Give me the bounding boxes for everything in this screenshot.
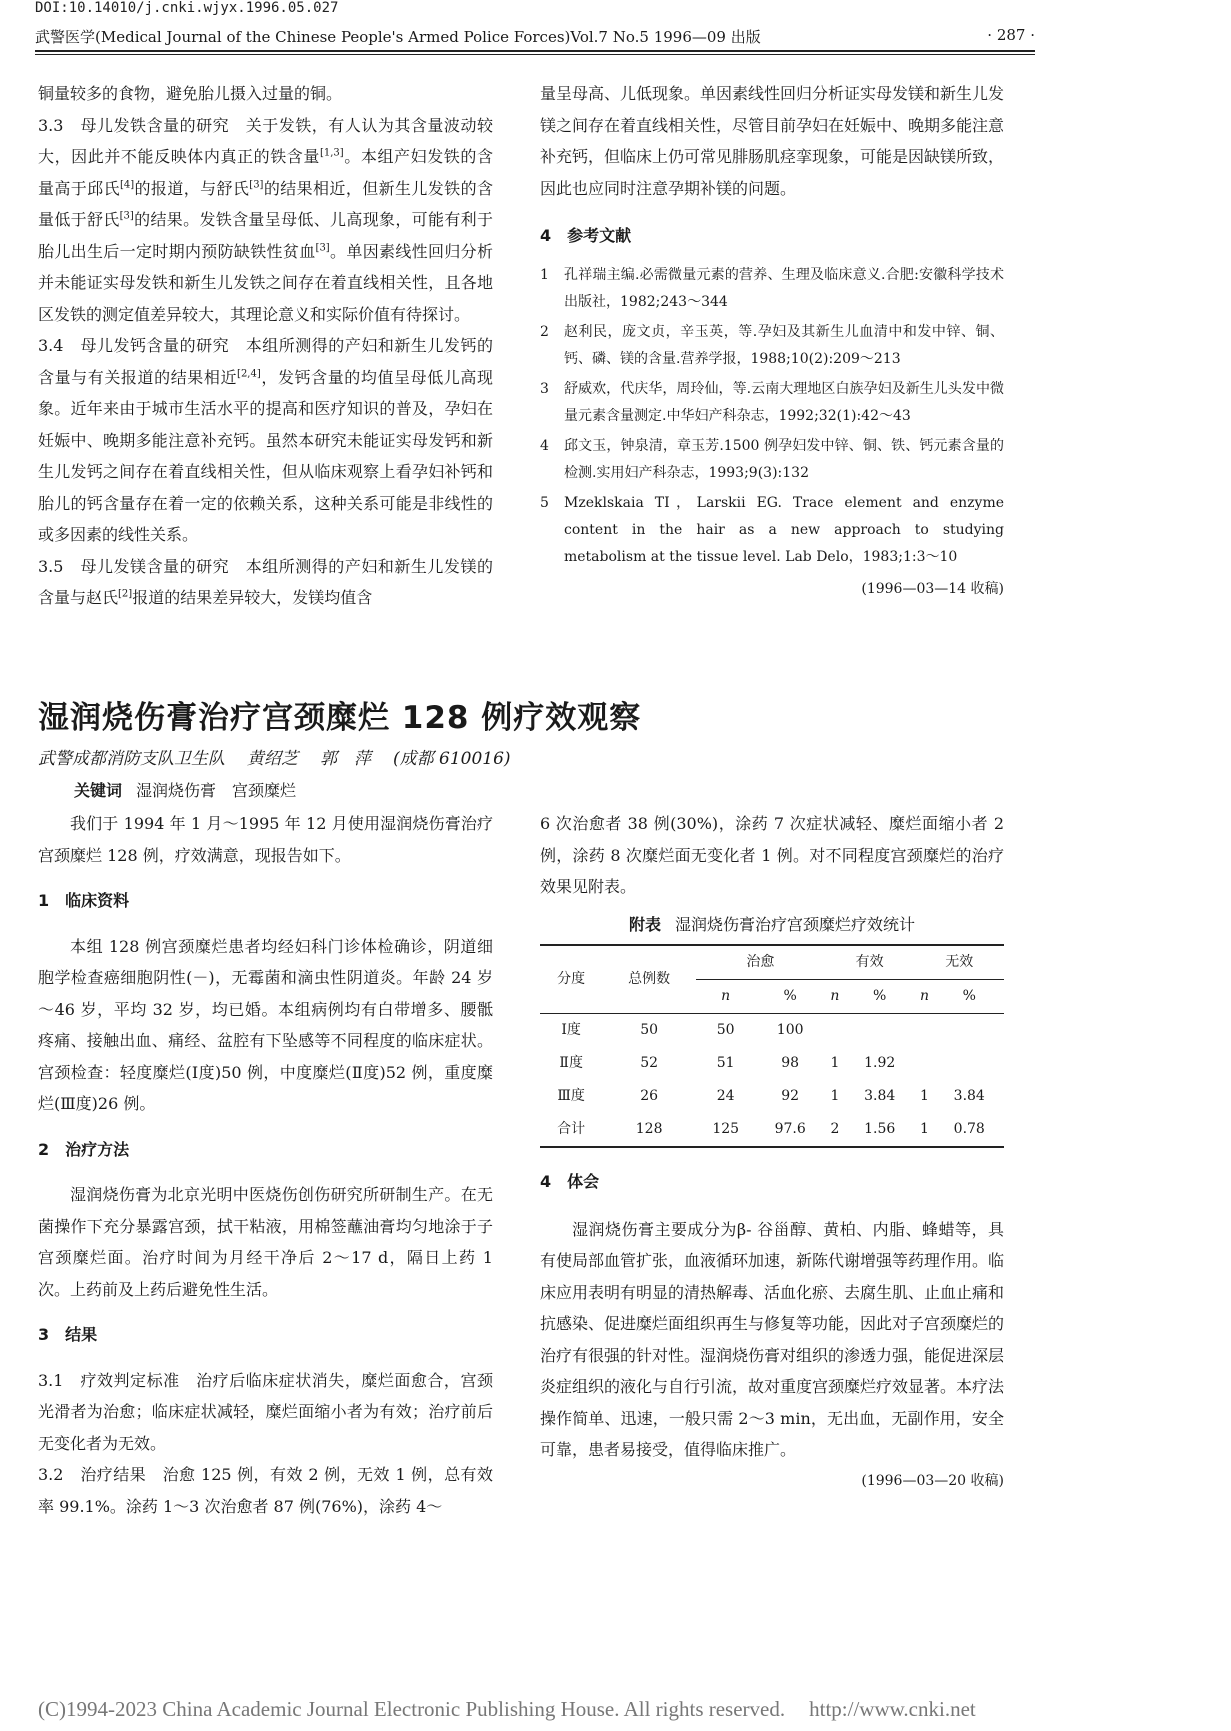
subsection-3-2: 3.2 治疗结果 治愈 125 例，有效 2 例，无效 1 例，总有效率 99.1%。涂药 1～3 次治愈者 87 例(76%)，涂药 4～ (38, 1465, 493, 1516)
section-3-5: 3.5 母儿发镁含量的研究 本组所测得的产妇和新生儿发镁的含量与赵氏[2]报道的结果差异较大，发镁均值含 (38, 556, 493, 607)
header-n: n (914, 980, 934, 1014)
paragraph: 本组 128 例宫颈糜烂患者均经妇科门诊体检确诊，阴道细胞学检查癌细胞阴性(－)，无霉菌和滴虫性阴道炎。年龄 24 岁～46 岁，平均 32 岁，均已婚。本组病例均有白带增多、腰骶疼痛、接触出血、痛经、盆腔有下坠感等不同程度的临床症状。宫颈检查：轻度糜烂(Ⅰ度)50 例，中度糜烂(Ⅱ度)52 例，重度糜烂(Ⅲ度)26 例。 (38, 936, 493, 1113)
intro-paragraph: 我们于 1994 年 1 月～1995 年 12 月使用湿润烧伤膏治疗宫颈糜烂 128 例，疗效满意，现报告如下。 (38, 814, 493, 865)
citation: [4] (119, 179, 135, 191)
reference-item: 5 Mzeklskaia TI，Larskii EG. Trace element and enzyme content in the hair as a new approach to studying metabolism at the tissue level. Lab Delo，1983;1:3～10 (540, 494, 1004, 565)
article-left-column (38, 808, 493, 1522)
citation: [3] (119, 210, 134, 222)
section-heading: 3 结果 (38, 1325, 98, 1344)
prev-left-column (38, 78, 493, 614)
footer-url[interactable]: http://www.cnki.net (809, 1697, 976, 1721)
keywords-label: 关键词 (74, 781, 123, 800)
header-total: 总例数 (602, 945, 696, 1014)
paragraph: 湿润烧伤膏为北京光明中医烧伤创伤研究所研制生产。在无菌操作下充分暴露宫颈，拭干粘液，用棉签蘸油膏均匀地涂于子宫颈糜烂面。治疗时间为月经干净后 2～17 d，隔日上药 1 次。上药前及上药后避免性生活。 (38, 1185, 493, 1299)
reference-list (540, 262, 1004, 571)
section-heading: 4 体会 (540, 1172, 600, 1191)
section-heading: 2 治疗方法 (38, 1139, 130, 1159)
prev-right-column (540, 78, 1004, 605)
header-pct: % (845, 980, 914, 1014)
reference-item: 2 赵利民，庞文贞，辛玉英，等.孕妇及其新生儿血清中和发中锌、铜、钙、磷、镁的含量.营养学报，1988;10(2):209～213 (540, 323, 1004, 367)
page-number: · 287 · (987, 26, 1035, 44)
header-grade: 分度 (540, 945, 602, 1014)
section-heading: 1 临床资料 (38, 891, 130, 910)
table-row: Ⅱ度 52 51 98 1 1.92 (559, 1054, 896, 1071)
table-row: Ⅰ度 50 50 100 (561, 1021, 804, 1038)
copyright-footer (38, 1697, 976, 1722)
reference-item: 3 舒威欢，代庆华，周玲仙，等.云南大理地区白族孕妇及新生儿头发中微量元素含量测定.中华妇产科杂志，1992;32(1):42～43 (540, 380, 1004, 424)
table-row-total: 合计 128 125 97.6 2 1.56 1 0.78 (540, 1113, 1004, 1147)
table-row: Ⅲ度 26 24 92 1 3.84 1 3.84 (557, 1087, 985, 1104)
paragraph: 湿润烧伤膏主要成分为β- 谷甾醇、黄柏、内脂、蜂蜡等，具有使局部血管扩张，血液循环加速，新陈代谢增强等药理作用。临床应用表明有明显的清热解毒、活血化瘀、去腐生肌、止血止痛和抗感染、促进糜烂面组织再生与修复等功能，因此对子宫颈糜烂的治疗有很强的针对性。湿润烧伤膏对组织的渗透力强，能促进深层炎症组织的液化与自行引流，故对重度宫颈糜烂疗效显著。本疗法操作简单、迅速，一般只需 2～3 min，无出血，无副作用，安全可靠，患者易接受，值得临床推广。 (540, 1219, 1005, 1459)
doi-line: DOI:10.14010/j.cnki.wjyx.1996.05.027 (35, 0, 339, 16)
article-right-column (540, 808, 1004, 1497)
header-effective: 有效 (825, 945, 915, 980)
citation: [2,4] (237, 368, 261, 380)
header-ineffective: 无效 (914, 945, 1004, 980)
paragraph: 量呈母高、儿低现象。单因素线性回归分析证实母发镁和新生儿发镁之间存在着直线相关性，尽管目前孕妇在妊娠中、晚期多能注意补充钙，但临床上仍可常见腓肠肌痉挛现象，可能是因缺镁所致，因此也应同时注意孕期补镁的问题。 (540, 84, 1005, 198)
header-cured: 治愈 (696, 945, 825, 980)
section-3-3: 3.3 母儿发铁含量的研究 关于发铁，有人认为其含量波动较大，因此并不能反映体内真正的铁含量[1,3]。本组产妇发铁的含量高于邱氏[4]的报道，与舒氏[3]的结果相近，但新生儿发铁的含量低于舒氏[3]的结果。发铁含量呈母低、儿高现象，可能有利于胎儿出生后一定时期内预防缺铁性贫血[3]。单因素线性回归分析并未能证实母发铁和新生儿发铁之间存在着直线相关性，且各地区发铁的测定值差异较大，其理论意义和实际价值有待探讨。 (38, 115, 493, 324)
received-date: (1996—03—20 收稿) (861, 1472, 1004, 1489)
references-heading: 4 参考文献 (540, 226, 632, 245)
header-pct: % (755, 980, 824, 1014)
reference-item: 1 孔祥瑞主编.必需微量元素的营养、生理及临床意义.合肥:安徽科学技术出版社，1982;243～344 (540, 266, 1004, 310)
paragraph: 铜量较多的食物，避免胎儿摄入过量的铜。 (38, 84, 343, 103)
running-header (35, 26, 1035, 47)
citation: [2] (118, 588, 133, 600)
header-n: n (825, 980, 845, 1014)
header-rule (35, 50, 1035, 52)
article-title: 湿润烧伤膏治疗宫颈糜烂 128 例疗效观察 (38, 700, 642, 736)
header-n: n (696, 980, 756, 1014)
citation: [3] (249, 179, 264, 191)
journal-info: 武警医学(Medical Journal of the Chinese People's Armed Police Forces)Vol.7 No.5 1996—09 出版 (35, 28, 761, 46)
paragraph: 6 次治愈者 38 例(30%)，涂药 7 次症状减轻、糜烂面缩小者 2 例，涂药 8 次糜烂面无变化者 1 例。对不同程度宫颈糜烂的治疗效果见附表。 (540, 814, 1004, 896)
header-rule-thin (35, 54, 1035, 55)
citation: [1,3] (319, 147, 344, 159)
received-date: (1996—03—14 收稿) (861, 580, 1004, 597)
citation: [3] (315, 242, 330, 254)
keywords: 关键词 湿润烧伤膏 宫颈糜烂 (74, 781, 297, 800)
author-line (38, 744, 533, 769)
copyright-text: (C)1994-2023 China Academic Journal Electronic Publishing House. All rights reserved. (38, 1697, 786, 1721)
affiliation: 武警成都消防支队卫生队 (38, 749, 225, 769)
author: 黄绍芝 (247, 749, 298, 769)
table-caption: 附表 湿润烧伤膏治疗宫颈糜烂疗效统计 (628, 914, 916, 934)
header-pct: % (935, 980, 1004, 1014)
results-table (540, 944, 1004, 1148)
reference-item: 4 邱文玉，钟泉清，章玉芳.1500 例孕妇发中锌、铜、铁、钙元素含量的检测.实用妇产科杂志，1993;9(3):132 (540, 437, 1004, 481)
subsection-3-1: 3.1 疗效判定标准 治疗后临床症状消失，糜烂面愈合，宫颈光滑者为治愈；临床症状减轻，糜烂面缩小者为有效；治疗前后无变化者为无效。 (38, 1370, 493, 1453)
author: 郭 萍 (320, 749, 371, 769)
location: (成都 610016) (393, 749, 511, 769)
section-3-4: 3.4 母儿发钙含量的研究 本组所测得的产妇和新生儿发钙的含量与有关报道的结果相近[2,4]，发钙含量的均值呈母低儿高现象。近年来由于城市生活水平的提高和医疗知识的普及，孕妇在妊娠中、晚期多能注意补充钙。虽然本研究未能证实母发钙和新生儿发钙之间存在着直线相关性，但从临床观察上看孕妇补钙和胎儿的钙含量存在着一定的依赖关系，这种关系可能是非线性的或多因素的线性关系。 (38, 336, 493, 544)
